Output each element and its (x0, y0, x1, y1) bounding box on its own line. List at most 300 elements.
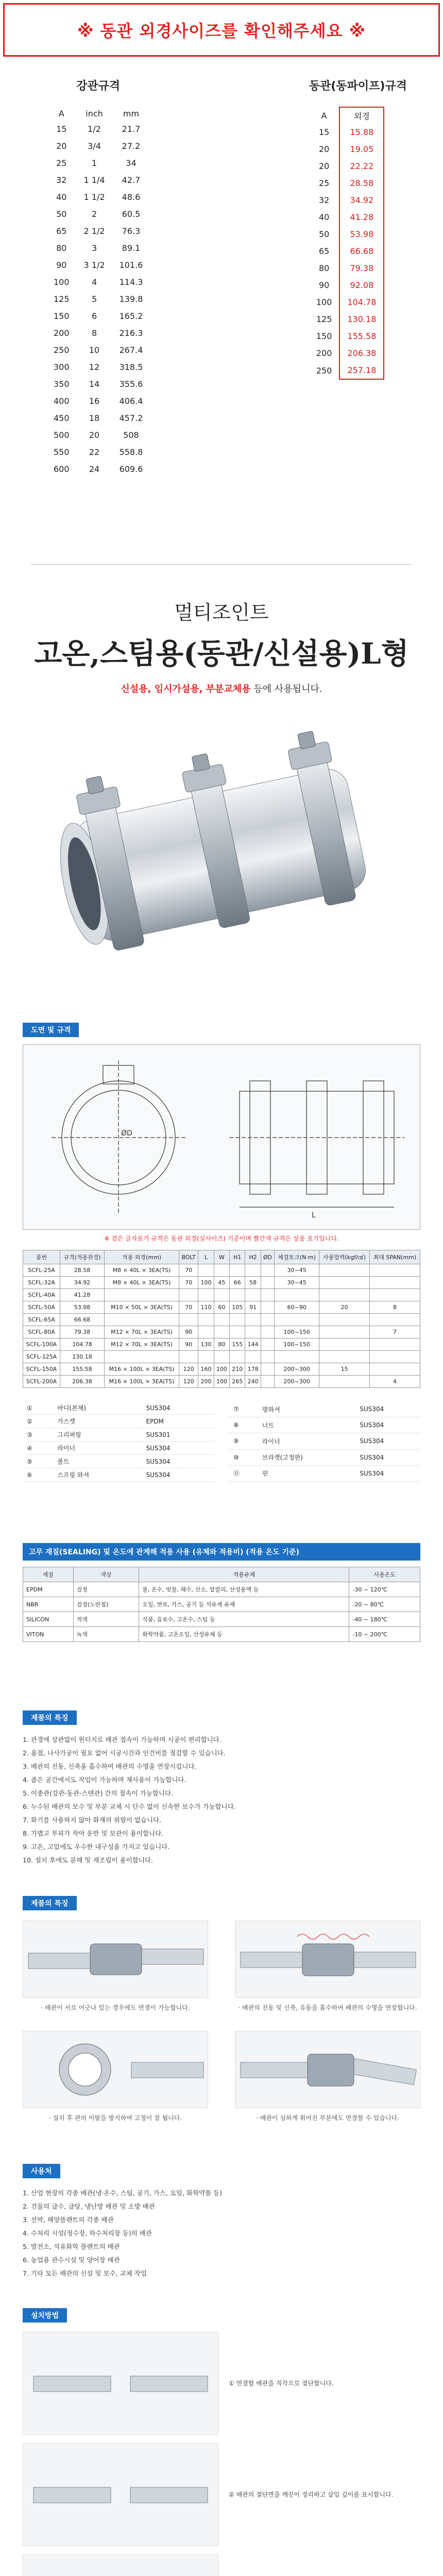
part-row (23, 1415, 214, 1428)
usage-item: 5. 발전소, 석유화학 플랜트의 배관 (23, 2243, 120, 2250)
steel-cell: 1 1/2 (83, 192, 105, 202)
spec-cell (274, 1351, 319, 1363)
spec-cell (261, 1301, 274, 1314)
seal-row (23, 1627, 420, 1642)
steel-row (46, 138, 150, 155)
spec-cell: SCFL-50A (23, 1301, 60, 1314)
steel-row (46, 393, 150, 410)
spec-cell (369, 1277, 420, 1289)
spec-cell (179, 1289, 198, 1301)
spec-cell: 100~150 (274, 1338, 319, 1351)
steel-row (46, 325, 150, 342)
steel-cell: 600 (54, 464, 70, 474)
steel-cell: 2 1/2 (83, 226, 105, 236)
usage-item: 1. 산업 현장의 각종 배관(냉·온수, 스팀, 공기, 가스, 오일, 화학약품 등) (23, 2189, 223, 2197)
spec-cell: 53.98 (60, 1301, 105, 1314)
part-cell: SUS304 (142, 1468, 214, 1482)
spec-cell: 155.58 (60, 1363, 105, 1376)
fixing-image (23, 2031, 208, 2108)
steel-cell: 65 (56, 226, 67, 236)
spec-cell (319, 1326, 370, 1338)
spec-cell (230, 1289, 245, 1301)
steel-cell: 6 (91, 311, 97, 321)
bent-pipe-image (235, 2031, 420, 2108)
spec-header: 품번 (23, 1250, 60, 1264)
feature-item: 1. 관경에 상관없이 원터치로 배관 접속이 가능하며 시공이 편리합니다. (23, 1736, 222, 1743)
spec-row (23, 1326, 420, 1338)
spec-cell: 41.28 (60, 1289, 105, 1301)
drawing-tag: 도면 및 규격 (23, 1023, 79, 1037)
seal-cell: -20 ~ 80℃ (349, 1597, 420, 1612)
steel-row (46, 121, 150, 138)
steel-cell: 150 (54, 311, 70, 321)
spec-cell (261, 1363, 274, 1376)
part-cell: ③ (23, 1428, 53, 1442)
copper-row (309, 277, 384, 294)
spec-cell (230, 1351, 245, 1363)
copper-row (309, 328, 384, 345)
usage-item: 6. 농업용 관수시설 및 양어장 배관 (23, 2256, 120, 2264)
spec-cell (245, 1314, 261, 1326)
part-cell: SUS301 (142, 1428, 214, 1442)
spec-cell (319, 1314, 370, 1326)
steel-cell: 12 (89, 362, 100, 372)
length-label: L (312, 1211, 316, 1219)
part-cell: SUS304 (142, 1455, 214, 1468)
copper-table (309, 107, 385, 380)
steel-cell: 3/4 (88, 141, 101, 151)
part-cell: ⑥ (23, 1468, 53, 1482)
seal-cell: -30 ~ 120℃ (349, 1582, 420, 1597)
spec-header: H2 (245, 1250, 261, 1264)
copper-od-cell: 53.98 (339, 226, 384, 243)
spec-cell: 104.78 (60, 1338, 105, 1351)
spec-cell: 155 (230, 1338, 245, 1351)
compare-right-2 (235, 2031, 420, 2123)
product-title: 고온,스팀용(동관/신설용)L형 (34, 637, 409, 671)
spec-cell (369, 1363, 420, 1376)
spec-cell (261, 1338, 274, 1351)
compare-section (23, 1896, 420, 2123)
seal-cell: 화학약품, 고온오일, 산성유체 등 (139, 1627, 349, 1642)
copper-od-cell: 104.78 (339, 294, 384, 311)
spec-cell (369, 1338, 420, 1351)
steel-row (46, 444, 150, 461)
part-cell: SUS304 (142, 1401, 214, 1415)
spec-cell: 15 (319, 1363, 370, 1376)
part-cell: EPDM (142, 1415, 214, 1428)
copper-size-cell: 80 (318, 263, 330, 273)
part-row (23, 1401, 214, 1415)
part-cell: 핀 (258, 1465, 355, 1481)
install-step (23, 2443, 420, 2546)
steel-row (46, 274, 150, 291)
copper-row (309, 124, 384, 141)
steel-row (46, 359, 150, 376)
spec-cell: SCFL-200A (23, 1376, 60, 1388)
spec-cell (214, 1314, 229, 1326)
spec-cell: 8 (369, 1301, 420, 1314)
steel-table (46, 107, 150, 478)
spec-cell: 240 (245, 1376, 261, 1388)
spec-table (23, 1250, 420, 1388)
steel-table-title: 강관규격 (76, 80, 121, 93)
spec-cell: 200~300 (274, 1363, 319, 1376)
seal-header-color: 색상 (73, 1567, 139, 1582)
spec-cell (319, 1338, 370, 1351)
spec-cell: 30~45 (274, 1264, 319, 1277)
copper-od-cell: 28.58 (339, 175, 384, 192)
spec-cell (369, 1314, 420, 1326)
part-cell: SUS304 (355, 1401, 420, 1417)
spec-cell (179, 1351, 198, 1363)
steel-row (46, 308, 150, 325)
steel-row (46, 342, 150, 359)
part-cell: 볼트 (53, 1455, 142, 1468)
spec-cell: M8 × 40L × 3EA(TS) (105, 1264, 179, 1277)
steel-cell: 508 (123, 430, 139, 440)
steel-cell: 22 (89, 447, 100, 457)
steel-cell: 400 (54, 396, 70, 406)
spec-cell: 66.68 (60, 1314, 105, 1326)
part-cell: ④ (23, 1442, 53, 1455)
copper-od-cell: 155.58 (339, 328, 384, 345)
steel-cell: 100 (54, 277, 70, 287)
copper-row (309, 294, 384, 311)
copper-size-cell: 150 (316, 331, 332, 341)
steel-cell: 250 (54, 345, 70, 355)
steel-row (46, 291, 150, 308)
spec-row (23, 1301, 420, 1314)
steel-cell: 32 (56, 175, 67, 185)
steel-row (46, 223, 150, 240)
seal-table (23, 1567, 420, 1642)
copper-row (309, 362, 384, 379)
copper-size-cell: 25 (318, 178, 330, 188)
steel-row (46, 240, 150, 257)
spec-cell (369, 1264, 420, 1277)
steel-cell: 80 (56, 243, 67, 253)
steel-row (46, 172, 150, 189)
install-step (23, 2554, 420, 2576)
copper-size-cell: 90 (318, 280, 330, 290)
spec-cell: 130.18 (60, 1351, 105, 1363)
spec-cell: 100~150 (274, 1326, 319, 1338)
copper-od-cell: 130.18 (339, 311, 384, 328)
compare-tag: 제품의 특징 (23, 1896, 77, 1910)
seal-cell: SILICON (23, 1612, 74, 1627)
compare-row-1 (23, 1921, 420, 2012)
steel-cell: 27.2 (122, 141, 141, 151)
steel-cell: 125 (54, 294, 70, 304)
spec-cell: 200 (198, 1376, 214, 1388)
spec-row (23, 1289, 420, 1301)
install-step (23, 2332, 420, 2435)
steel-cell: 1/2 (88, 124, 101, 134)
steel-cell: 267.4 (119, 345, 143, 355)
spec-cell: 58 (245, 1277, 261, 1289)
seal-cell: 오일, 연료, 가스, 공기 등 석유계 유체 (139, 1597, 349, 1612)
uses-rest: 등에 사용됩니다. (250, 684, 322, 694)
spec-cell: SCFL-100A (23, 1338, 60, 1351)
drawing-note: ※ 검은 글자표기 규격은 동관 외경(실사이즈) 기준이며 빨간색 규격은 상품 표기입니다. (104, 1235, 339, 1242)
steel-cell: 558.8 (119, 447, 143, 457)
install-tag: 설치방법 (23, 2308, 67, 2323)
seal-row (23, 1612, 420, 1627)
copper-table-title: 동관(동파이프)규격 (309, 80, 407, 93)
compare-right2-caption: · 배관이 심하게 휘어진 부분에도 연결할 수 있습니다. (256, 2114, 399, 2122)
copper-row (309, 243, 384, 260)
copper-size-cell: 125 (316, 314, 332, 324)
steel-cell: 165.2 (119, 311, 143, 321)
spec-row (23, 1338, 420, 1351)
seal-header-temp: 사용온도 (349, 1567, 420, 1582)
feature-item: 7. 화기를 사용하지 않아 화재의 위험이 없습니다. (23, 1816, 162, 1824)
spec-cell (261, 1289, 274, 1301)
spec-cell: 70 (179, 1264, 198, 1277)
size-tables (0, 57, 443, 572)
spec-cell (198, 1314, 214, 1326)
spec-cell (319, 1277, 370, 1289)
copper-od-cell: 19.05 (339, 141, 384, 158)
spec-cell (261, 1326, 274, 1338)
spec-cell (369, 1351, 420, 1363)
steel-cell: 355.6 (119, 379, 143, 389)
technical-drawing (23, 1044, 420, 1230)
compare-left2-caption: · 설치 후 관의 이탈을 방지하여 고정이 잘 됩니다. (48, 2114, 182, 2122)
spec-cell (198, 1289, 214, 1301)
spec-header: L (198, 1250, 214, 1264)
install-steps (23, 2332, 420, 2576)
steel-header-a: A (58, 109, 64, 118)
steel-cell: 609.6 (119, 464, 143, 474)
diameter-label: ØD (121, 1129, 132, 1138)
spec-cell: 210 (230, 1363, 245, 1376)
spec-cell: 120 (179, 1376, 198, 1388)
part-cell: ② (23, 1415, 53, 1428)
part-row (229, 1417, 420, 1433)
banner-text: ※ 동관 외경사이즈를 확인해주세요 ※ (77, 21, 366, 41)
feature-item: 4. 좁은 공간에서도 작업이 가능하며 재사용이 가능합니다. (23, 1776, 186, 1784)
steel-row (46, 427, 150, 444)
seal-cell: -10 ~ 200℃ (349, 1627, 420, 1642)
part-cell: 평와셔 (258, 1401, 355, 1417)
spec-cell (261, 1351, 274, 1363)
usage-item: 3. 선박, 해양플랜트의 각종 배관 (23, 2216, 114, 2224)
copper-row (309, 260, 384, 277)
spec-cell (261, 1376, 274, 1388)
spec-cell: 45 (214, 1277, 229, 1289)
part-cell: ⑧ (229, 1417, 258, 1433)
usage-tag: 사용처 (23, 2164, 60, 2178)
steel-cell: 101.6 (119, 260, 143, 270)
copper-size-cell: 250 (316, 365, 332, 376)
spec-cell (245, 1351, 261, 1363)
steel-cell: 20 (89, 430, 100, 440)
steel-cell: 90 (56, 260, 67, 270)
spec-cell: 130 (198, 1338, 214, 1351)
copper-row (309, 192, 384, 209)
part-cell: 바디(본체) (53, 1401, 142, 1415)
spec-cell: 265 (230, 1376, 245, 1388)
usage-item: 2. 건물의 급수, 급탕, 냉난방 배관 및 소방 배관 (23, 2202, 155, 2210)
steel-cell: 350 (54, 379, 70, 389)
copper-size-cell: 50 (318, 229, 330, 239)
spec-cell: 100 (198, 1277, 214, 1289)
spec-cell: 120 (179, 1363, 198, 1376)
copper-od-cell: 15.88 (339, 124, 384, 141)
steel-cell: 114.3 (119, 277, 143, 287)
part-cell: ① (23, 1401, 53, 1415)
product-hero (0, 564, 443, 1007)
part-cell: SUS304 (355, 1417, 420, 1433)
part-cell: ⑩ (229, 1449, 258, 1465)
spec-header: 적용 외경(mm) (105, 1250, 179, 1264)
part-row (229, 1401, 420, 1417)
copper-size-cell: 40 (318, 212, 330, 222)
part-cell: SUS304 (355, 1433, 420, 1449)
steel-cell: 16 (89, 396, 100, 406)
compare-row-2 (23, 2031, 420, 2123)
copper-size-cell: 20 (318, 144, 330, 154)
spec-cell: 80 (214, 1338, 229, 1351)
part-cell: 가스켓 (53, 1415, 142, 1428)
spec-cell: 7 (369, 1326, 420, 1338)
seal-header-fluid: 적용유체 (139, 1567, 349, 1582)
steel-row (46, 410, 150, 427)
spec-cell (245, 1289, 261, 1301)
steel-cell: 14 (89, 379, 100, 389)
spec-cell: 105 (230, 1301, 245, 1314)
part-row (229, 1449, 420, 1465)
steel-cell: 76.3 (122, 226, 141, 236)
usage-item: 4. 수처리 시설(정수장, 하수처리장 등)의 배관 (23, 2229, 152, 2237)
steel-cell: 139.8 (119, 294, 143, 304)
compare-left-2 (23, 2031, 208, 2123)
spec-cell: 70 (179, 1301, 198, 1314)
spec-row (23, 1277, 420, 1289)
spec-cell: 160 (198, 1363, 214, 1376)
features-section (23, 1710, 420, 1867)
copper-od-cell: 34.92 (339, 192, 384, 209)
spec-cell (319, 1264, 370, 1277)
product-image (0, 705, 443, 994)
product-uses (0, 682, 443, 695)
uses-highlight: 신설용, 임시가설용, 부분교체용 (121, 684, 251, 694)
copper-size-cell: 20 (318, 161, 330, 171)
feature-item: 9. 고온, 고압에도 우수한 내구성을 가지고 있습니다. (23, 1843, 170, 1851)
steel-cell: 2 (91, 209, 97, 219)
parts-right (229, 1401, 420, 1482)
part-cell: 그리퍼링 (53, 1428, 142, 1442)
spec-cell (105, 1289, 179, 1301)
steel-header-inch: inch (86, 109, 103, 118)
copper-size-cell: 65 (318, 246, 330, 256)
spec-cell (230, 1326, 245, 1338)
spec-cell (230, 1314, 245, 1326)
copper-od-cell: 79.38 (339, 260, 384, 277)
compare-left-caption: · 배관이 서로 어긋나 있는 경우에도 연결이 가능합니다. (41, 2004, 190, 2011)
steel-cell: 500 (54, 430, 70, 440)
spec-row (23, 1363, 420, 1376)
spec-cell: M8 × 40L × 3EA(TS) (105, 1277, 179, 1289)
steel-header-mm: mm (123, 109, 140, 118)
steel-cell: 42.7 (122, 175, 141, 185)
spec-cell: 110 (198, 1301, 214, 1314)
spec-cell: 178 (245, 1363, 261, 1376)
spec-cell (198, 1264, 214, 1277)
spec-cell (319, 1289, 370, 1301)
seal-section (23, 1543, 420, 1642)
part-cell: 너트 (258, 1417, 355, 1433)
spec-cell: M16 × 100L × 3EA(TS) (105, 1363, 179, 1376)
spec-cell (198, 1326, 214, 1338)
copper-row (309, 175, 384, 192)
feature-item: 3. 배관의 진동, 신축을 흡수하여 배관의 수명을 연장시킵니다. (23, 1762, 197, 1770)
copper-od-cell: 257.18 (339, 362, 384, 379)
part-cell: SUS304 (355, 1449, 420, 1465)
steel-cell: 10 (89, 345, 100, 355)
seal-cell: -40 ~ 180℃ (349, 1612, 420, 1627)
steel-cell: 450 (54, 413, 70, 423)
steel-cell: 318.5 (119, 362, 143, 372)
spec-header: 규격(적용관경) (60, 1250, 105, 1264)
spec-cell: 79.38 (60, 1326, 105, 1338)
steel-row (46, 257, 150, 274)
spec-header: 체결토크(N·m) (274, 1250, 319, 1264)
steel-cell: 406.4 (119, 396, 143, 406)
spec-cell (198, 1351, 214, 1363)
steel-cell: 34 (126, 158, 137, 168)
steel-cell: 8 (91, 328, 97, 338)
seal-cell: EPDM (23, 1582, 74, 1597)
seal-cell: 검정(노란점) (73, 1597, 139, 1612)
copper-row (309, 209, 384, 226)
seal-cell: NBR (23, 1597, 74, 1612)
spec-cell (214, 1326, 229, 1338)
steel-cell: 20 (56, 141, 67, 151)
feature-item: 5. 이종관(강관-동관-스텐관) 간의 접속이 가능합니다. (23, 1789, 174, 1797)
seal-row (23, 1582, 420, 1597)
part-cell: SUS304 (142, 1442, 214, 1455)
steel-cell: 3 1/2 (83, 260, 105, 270)
copper-row (309, 141, 384, 158)
seal-row (23, 1597, 420, 1612)
part-cell: ⑨ (229, 1433, 258, 1449)
copper-size-table (309, 77, 407, 572)
spec-cell (274, 1289, 319, 1301)
spec-cell: 90 (179, 1338, 198, 1351)
copper-header-a: A (321, 110, 327, 121)
spec-cell: 20 (319, 1301, 370, 1314)
size-check-banner (3, 3, 440, 57)
steel-cell: 1 (91, 158, 97, 168)
install-step-text: ② 배관의 절단면을 깨끗이 정리하고 삽입 깊이를 표시합니다. (229, 2491, 394, 2498)
part-cell: ⑤ (23, 1455, 53, 1468)
misaligned-pipe-image (23, 1921, 208, 1998)
usage-section (23, 2164, 420, 2280)
spec-cell (214, 1264, 229, 1277)
features-tag: 제품의 특징 (23, 1710, 77, 1725)
drawing-svg (23, 1045, 420, 1229)
spec-cell: 28.58 (60, 1264, 105, 1277)
spec-cell: 60 (214, 1301, 229, 1314)
steel-size-table (46, 77, 150, 572)
copper-od-cell: 22.22 (339, 158, 384, 175)
spec-cell: 100 (214, 1376, 229, 1388)
usage-list (23, 2187, 420, 2280)
spec-header: 최대 SPAN(mm) (369, 1250, 420, 1264)
